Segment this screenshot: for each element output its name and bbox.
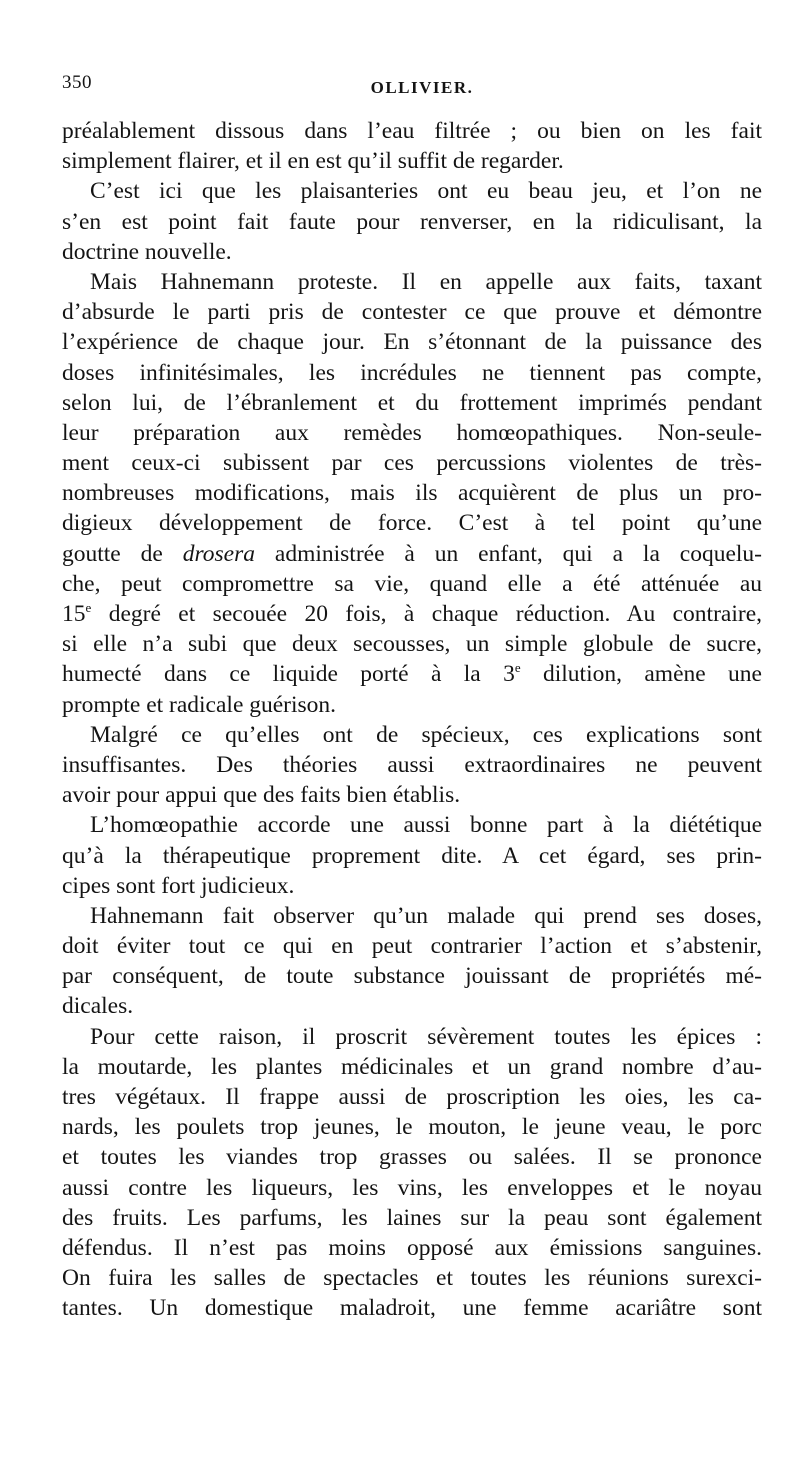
text-line: leur préparation aux remèdes homœopathiques. Non-seule- <box>62 419 762 446</box>
text-line: et toutes les viandes trop grasses ou salées. Il se prononce <box>62 1144 762 1171</box>
superscript: e <box>85 600 92 615</box>
text-line: simplement flairer, et il en est qu’il suffit de regarder. <box>62 148 564 175</box>
text-line <box>62 539 762 569</box>
superscript: e <box>514 660 521 676</box>
text-line: tantes. Un domestique maladroit, une femme acariâtre sont <box>62 1295 762 1322</box>
text-line: digieux développement de force. C’est à tel point qu’une <box>62 510 762 537</box>
text-line: des fruits. Les parfums, les laines sur la peau sont également <box>62 1204 762 1231</box>
text-segment: goutte de <box>62 540 163 567</box>
text-line: aussi contre les liqueurs, les vins, les enveloppes et le noyau <box>62 1174 762 1201</box>
text-line: l’expérience de chaque jour. En s’étonnant de la puissance des <box>62 329 762 356</box>
text-line: Hahnemann fait observer qu’un malade qui prend ses doses, <box>90 902 762 929</box>
running-head <box>62 72 762 106</box>
text-line: doit éviter tout ce qui en peut contrarier l’action et s’abstenir, <box>62 933 762 960</box>
text-line: défendus. Il n’est pas moins opposé aux émissions sanguines. <box>62 1234 762 1261</box>
text-line: On fuira les salles de spectacles et toutes les réunions surexci- <box>62 1265 762 1292</box>
text-segment: dilution, amène une <box>543 661 762 688</box>
text-line: nards, les poulets trop jeunes, le mouton, le jeune veau, le porc <box>62 1114 762 1141</box>
text-line: qu’à la thérapeutique proprement dite. A cet égard, ses prin- <box>62 842 762 869</box>
page-number: 350 <box>62 72 92 93</box>
text-line: préalablement dissous dans l’eau filtrée ; ou bien on les fait <box>62 118 762 144</box>
text-line: insuffisantes. Des théories aussi extraordinaires ne peuvent <box>62 751 762 778</box>
text-line: Pour cette raison, il proscrit sévèrement toutes les épices : <box>90 1023 762 1050</box>
text-line: par conséquent, de toute substance jouissant de propriétés mé- <box>62 963 762 990</box>
text-line: s’en est point fait faute pour renverser, en la ridiculisant, la <box>62 208 762 235</box>
text-line <box>62 659 762 689</box>
text-segment: 15 <box>62 601 86 627</box>
text-segment: administrée à un enfant, qui a la coquelu- <box>274 540 762 567</box>
text-line: avoir pour appui que des faits bien établis. <box>62 782 461 809</box>
text-line: Malgré ce qu’elles ont de spécieux, ces explications sont <box>90 721 762 748</box>
text-line: ment ceux-ci subissent par ces percussions violentes de très- <box>62 450 762 477</box>
text-line: che, peut compromettre sa vie, quand elle a été atténuée au <box>62 570 762 597</box>
body-text <box>62 116 762 1324</box>
text-line: dicales. <box>62 993 134 1020</box>
text-line <box>62 599 762 629</box>
text-line: C’est ici que les plaisanteries ont eu beau jeu, et l’on ne <box>90 178 762 205</box>
text-line: cipes sont fort judicieux. <box>62 872 295 899</box>
text-line: doctrine nouvelle. <box>62 238 232 265</box>
text-line: Mais Hahnemann proteste. Il en appelle aux faits, taxant <box>90 268 762 295</box>
text-line: d’absurde le parti pris de contester ce que prouve et démontre <box>62 299 762 326</box>
text-segment: humecté dans ce liquide porté à la 3 <box>62 661 515 688</box>
italic-term: drosera <box>182 540 255 567</box>
text-line: prompte et radicale guérison. <box>62 691 337 718</box>
text-line: L’homœopathie accorde une aussi bonne part à la diététique <box>90 812 762 839</box>
text-line: doses infinitésimales, les incrédules ne tiennent pas compte, <box>62 359 762 386</box>
text-line: si elle n’a subi que deux secousses, un simple globule de sucre, <box>62 631 762 658</box>
text-line: nombreuses modifications, mais ils acquièrent de plus un pro- <box>62 480 762 507</box>
text-line: tres végétaux. Il frappe aussi de proscription les oies, les ca- <box>62 1084 762 1110</box>
text-line: selon lui, de l’ébranlement et du frottement imprimés pendant <box>62 389 762 416</box>
text-line: la moutarde, les plantes médicinales et un grand nombre d’au- <box>62 1053 762 1080</box>
text-segment: degré et secouée 20 fois, à chaque réduction. Au contraire, <box>108 601 762 627</box>
running-title: OLLIVIER. <box>370 78 474 97</box>
